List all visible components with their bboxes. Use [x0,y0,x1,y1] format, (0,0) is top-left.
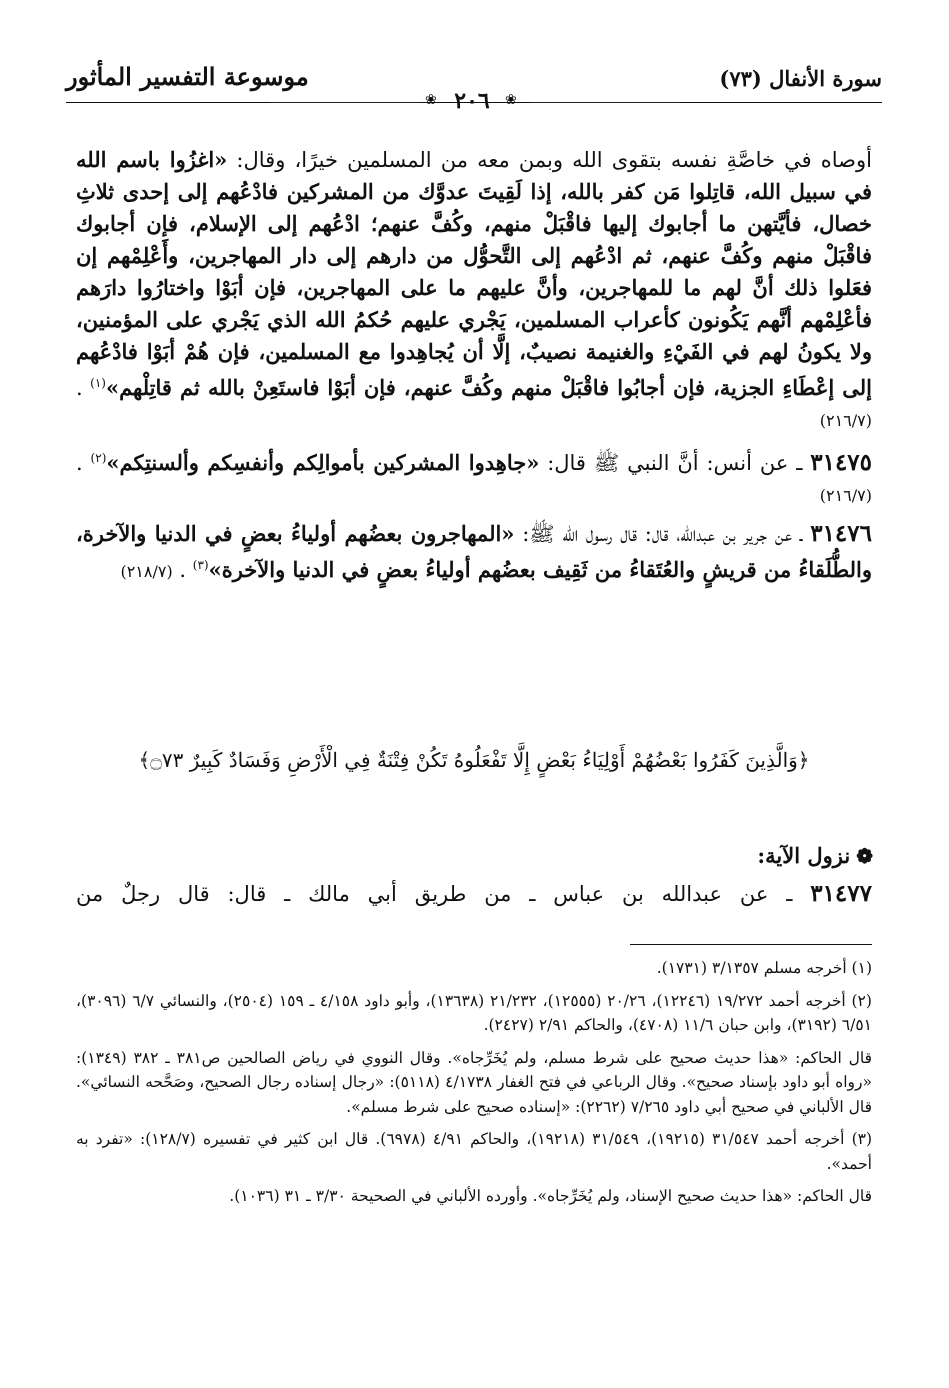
footnotes [76,956,872,1217]
hadith-quote: «اغزُوا باسم الله في سبيل الله، قاتِلوا مَن كفر بالله، إذا لَقِيتَ عدوَّك من المشركين فادْعُهم إلى إحدى ثلاثِ خصال، فأيَّتهن ما أجابوك إليها فاقْبَلْ منهم، وكُفَّ عنهم؛ ادْعُهم إلى الإسلام، فإن أجابوك فاقْبَلْ منهم وكُفَّ عنهم، ثم ادْعُهم إلى التَّحوُّل من دارهم إلى دار المهاجرين، وأَعْلِمْهم إن فعَلوا ذلك أنَّ لهم ما للمهاجرين، وأنَّ عليهم ما على المهاجرين، فإن أبَوْا واختارُوا دارَهم فأعْلِمْهم أنَّهم يَكُونون كأعراب المسلمين، يَجْري عليهم حُكمُ الله الذي يَجْري على المؤمنين، ولا يكونُ لهم في الفَيْءِ والغنيمة نصيبٌ، إلَّا أن يُجاهِدوا مع المسلمين، فإن هُمْ أبَوْا فادْعُهم إلى إعْطَاءِ الجزية، فإن أجابُوا فاقْبَلْ منهم وكُفَّ عنهم، فإن أبَوْا فاستَعِنْ بالله ثم قاتِلْهم» [76,147,873,400]
flower-icon: ❁ [856,844,873,868]
hadith-number: ٣١٤٧٧ [810,880,872,907]
hadith-number: ٣١٤٧٦ [810,520,872,547]
hadith-31476: ٣١٤٧٦ ـ عن جرير بن عبدالله، قال: قال رسول الله ﷺ: «المهاجرون بعضُهم أولياءُ بعضٍ في الدنيا والآخرة، والطُّلَقاءُ من قريشٍ والعُتَقاءُ من ثَقِيف بعضُهم أولياءُ بعضٍ في الدنيا والآخرة»$^{(٣)}$ . (٢١٨/٧) [76,520,872,582]
hadith-quote: «جاهِدوا المشركين بأموالِكم وأنفسِكم وألسنتِكم» [106,450,540,475]
ornament-right-icon: ❀ [505,92,517,108]
section-heading [757,843,873,868]
hadith-31477 [76,878,872,910]
footnote-1: (١) أخرجه مسلم ٣/١٣٥٧ (١٧٣١). [656,959,872,977]
hadith-text: ـ عن عبدالله بن عباس ـ من طريق أبي مالك ـ قال: قال رجلٌ من [76,882,811,906]
hadith-quote: «المهاجرون بعضُهم أولياءُ بعضٍ في الدنيا والآخرة، والطُّلَقاءُ من قريشٍ والعُتَقاءُ من ثَقِيف بعضُهم أولياءُ بعضٍ في الدنيا والآخرة» [76,521,872,582]
hadith-number: ٣١٤٧٥ [810,449,873,476]
page-number: ٢٠٦ [454,88,490,114]
footnote-3: (٣) أخرجه أحمد ٣١/٥٤٧ (١٩٢١٥)، ٣١/٥٤٩ (١٩٢١٨)، والحاكم ٤/٩١ (٦٩٧٨). قال ابن كثير في تفسيره (١٢٨/٧): «تفرد به أحمد». [76,1130,873,1173]
paragraph-intro: أوصاه في خاصَّةِ نفسه بتقوى الله وبمن معه من المسلمين خيرًا، وقال: [227,148,872,172]
paragraph-continuation: أوصاه في خاصَّةِ نفسه بتقوى الله وبمن معه من المسلمين خيرًا، وقال: «اغزُوا باسم الله في سبيل الله، قاتِلوا مَن كفر بالله، إذا لَقِيتَ عدوَّك من المشركين فادْعُهم إلى إحدى ثلاثِ خصال، فأيَّتهن ما أجابوك إليها فاقْبَلْ منهم، وكُفَّ عنهم؛ ادْعُهم إلى الإسلام، فإن أجابوك فاقْبَلْ منهم وكُفَّ عنهم، ثم ادْعُهم إلى التَّحوُّل من دارهم إلى دار المهاجرين، وأَعْلِمْهم إن فعَلوا ذلك أنَّ لهم ما للمهاجرين، وأنَّ عليهم ما على المهاجرين، فإن أبَوْا واختارُوا دارَهم فأعْلِمْهم أنَّهم يَكُونون كأعراب المسلمين، يَجْري عليهم حُكمُ الله الذي يَجْري على المؤمنين، ولا يكونُ لهم في الفَيْءِ والغنيمة نصيبٌ، إلَّا أن يُجاهِدوا مع المسلمين، فإن هُمْ أبَوْا فادْعُهم إلى إعْطَاءِ الجزية، فإن أجابُوا فاقْبَلْ منهم وكُفَّ عنهم، فإن أبَوْا فاستَعِنْ بالله ثم قاتِلْهم»$^{(١)}$ . (٢١٦/٧) [76,147,873,430]
footnote-marker[interactable]: (٢) [90,451,107,465]
hadith-intro: ـ عن أنس: أنَّ النبي ﷺ قال: [539,451,811,475]
volume-reference: (٢١٨/٧) [120,562,173,581]
quran-verse: ﴿وَالَّذِينَ كَفَرُوا بَعْضُهُمْ أَوْلِيَاءُ بَعْضٍ إِلَّا تَفْعَلُوهُ تَكُنْ فِتْنَةٌ فِي الْأَرْضِ وَفَسَادٌ كَبِيرٌ ۝٧٣﴾ [138,748,810,772]
surah-title: سورة الأنفال (٧٣) [719,66,882,91]
footnote-2-comment: قال الحاكم: «هذا حديث صحيح على شرط مسلم، ولم يُخَرِّجاه». وقال النووي في رياض الصالحين ص٣٨١ ـ ٣٨٢ (١٣٤٩): «رواه أبو داود بإسناد صحيح». وقال الرباعي في فتح الغفار ٤/١٧٣٨ (٥١١٨): «رجال إسناده رجال الصحيح، وصَحَّحه النسائي». قال الألباني في صحيح أبي داود ٧/٢٦٥ (٢٢٦٢): «إسناده صحيح على شرط مسلم». [76,1048,872,1116]
book-title: موسوعة التفسير المأثور [66,62,309,91]
footnote-marker[interactable]: (١) [90,376,106,390]
footnote-rule [630,944,872,945]
hadith-31475: ٣١٤٧٥ ـ عن أنس: أنَّ النبي ﷺ قال: «جاهِدوا المشركين بأموالِكم وأنفسِكم وألسنتِكم»$^{(٢)}$ . (٢١٦/٧) [76,449,873,505]
footnote-marker[interactable]: (٣) [192,558,209,572]
page-number-line-left [270,102,420,103]
main-text [76,144,872,587]
footnote-2: (٢) أخرجه أحمد ١٩/٢٧٢ (١٢٢٤٦)، ٢٠/٢٦ (١٢٥٥٥)، ٢١/٢٣٢ (١٣٦٣٨)، وأبو داود ٤/١٥٨ ـ ١٥٩ (٢٥٠٤)، والنسائي ٦/٧ (٣٠٩٦)، ٦/٥١ (٣١٩٢)، وابن حبان ١١/٦ (٤٧٠٨)، والحاكم ٢/٩١ (٢٤٢٧). [76,991,872,1034]
ornament-left-icon: ❀ [425,92,437,108]
page-number-bar [0,88,949,118]
footnote-3-comment: قال الحاكم: «هذا حديث صحيح الإسناد، ولم يُخَرِّجاه». وأورده الألباني في الصحيحة ٣/٣٠ ـ ٣١ (١٠٣٦). [229,1187,872,1205]
section-title: نزول الآية: [757,843,851,868]
volume-reference: (٢١٦/٧) [819,486,872,505]
volume-reference: (٢١٦/٧) [819,411,872,430]
page-number-line-right [530,102,680,103]
hadith-intro: ـ عن جرير بن عبدالله، قال: قال رسول الله ﷺ: [514,522,811,546]
